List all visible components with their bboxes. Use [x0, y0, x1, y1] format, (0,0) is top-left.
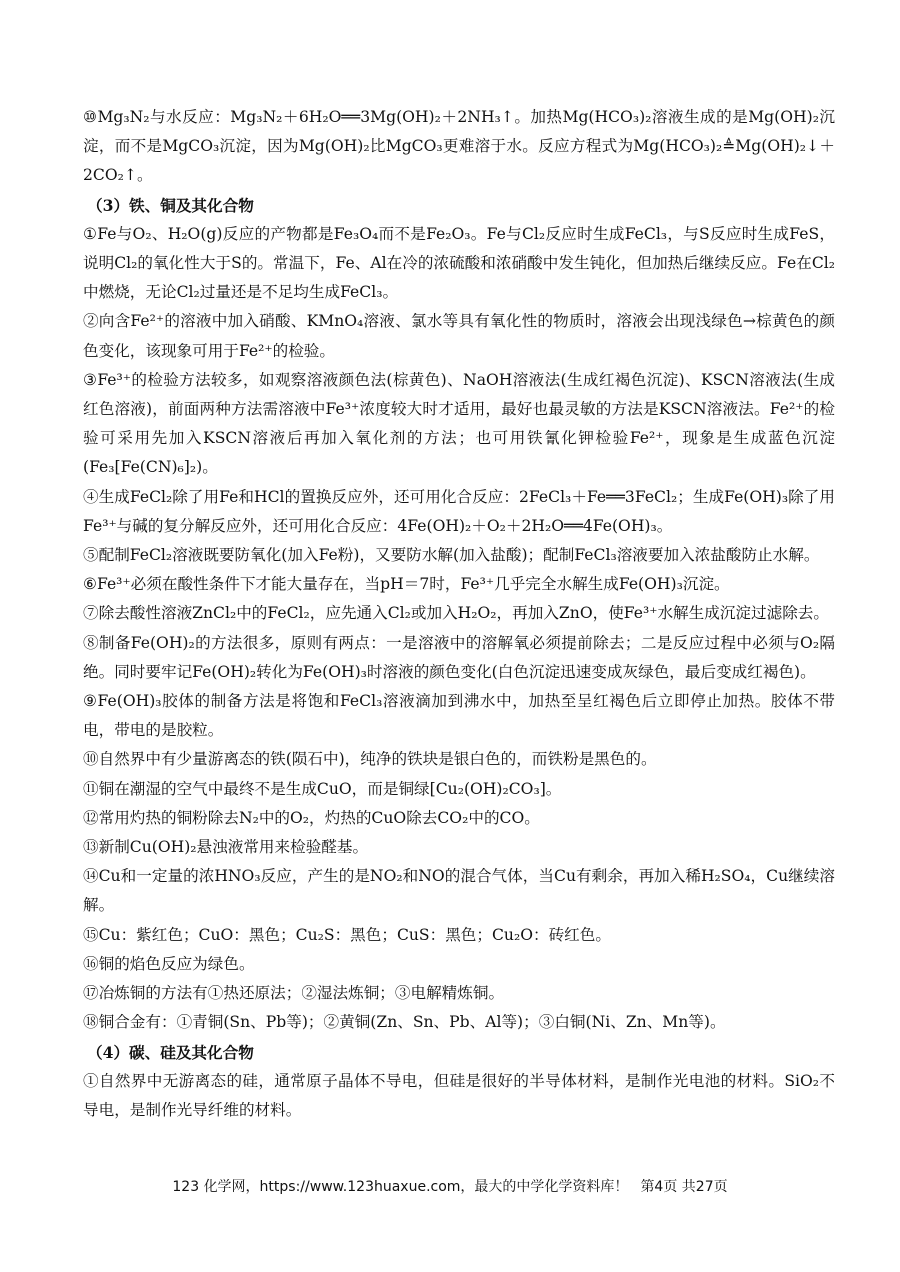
paragraph-copper-11: ⑪铜在潮湿的空气中最终不是生成CuO，而是铜绿[Cu₂(OH)₂CO₃]。 — [83, 779, 562, 798]
paragraph-copper-14: ⑭Cu和一定量的浓HNO₃反应，产生的是NO₂和NO的混合气体，当Cu有剩余，再加入稀H₂SO₄，Cu继续溶解。 — [83, 867, 835, 915]
paragraph-copper-13: ⑬新制Cu(OH)₂悬浊液常用来检验醛基。 — [83, 838, 369, 857]
paragraph-iron-3: ③Fe³⁺的检验方法较多，如观察溶液颜色法(棕黄色)、NaOH溶液法(生成红褐色沉淀)、KSCN溶液法(生成红色溶液)，前面两种方法需溶液中Fe³⁺浓度较大时才适用，最好也最灵敏的方法是KSCN溶液法。Fe²⁺的检验可采用先加入KSCN溶液后再加入氧化剂的方法；也可用铁氰化钾检验Fe²⁺，现象是生成蓝色沉淀(Fe₃[Fe(CN)₆]₂)。 — [83, 370, 835, 477]
paragraph-iron-6: ⑥Fe³⁺必须在酸性条件下才能大量存在，当pH＝7时，Fe³⁺几乎完全水解生成Fe(OH)₃沉淀。 — [83, 575, 730, 594]
paragraph-iron-4: ④生成FeCl₂除了用Fe和HCl的置换反应外，还可用化合反应：2FeCl₃＋Fe══3FeCl₂；生成Fe(OH)₃除了用Fe³⁺与碱的复分解反应外，还可用化合反应：4Fe(OH)₂＋O₂＋2H₂O══4Fe(OH)₃。 — [83, 487, 835, 535]
paragraph-iron-1: ①Fe与O₂、H₂O(g)反应的产物都是Fe₃O₄而不是Fe₂O₃。Fe与Cl₂反应时生成FeCl₃，与S反应时生成FeS，说明Cl₂的氧化性大于S的。常温下，Fe、Al在冷的浓硫酸和浓硝酸中发生钝化，但加热后继续反应。Fe在Cl₂中燃烧，无论Cl₂过量还是不足均生成FeCl₃。 — [83, 224, 835, 302]
section-heading-iron-copper: （3）铁、铜及其化合物 — [87, 195, 254, 215]
paragraph-copper-12: ⑫常用灼热的铜粉除去N₂中的O₂，灼热的CuO除去CO₂中的CO。 — [83, 808, 540, 827]
paragraph-iron-10: ⑩自然界中有少量游离态的铁(陨石中)，纯净的铁块是银白色的，而铁粉是黑色的。 — [83, 750, 657, 769]
paragraph-copper-16: ⑯铜的焰色反应为绿色。 — [83, 954, 255, 973]
paragraph-copper-15: ⑮Cu：紫红色；CuO：黑色；Cu₂S：黑色；CuS：黑色；Cu₂O：砖红色。 — [83, 925, 611, 944]
document-content — [83, 103, 835, 1125]
paragraph-iron-2: ②向含Fe²⁺的溶液中加入硝酸、KMnO₄溶液、氯水等具有氧化性的物质时，溶液会出现浅绿色→棕黄色的颜色变化，该现象可用于Fe²⁺的检验。 — [83, 312, 835, 360]
paragraph-copper-17: ⑰冶炼铜的方法有①热还原法；②湿法炼铜；③电解精炼铜。 — [83, 984, 505, 1003]
paragraph-mg3n2: ⑩Mg₃N₂与水反应：Mg₃N₂＋6H₂O══3Mg(OH)₂＋2NH₃↑。加热Mg(HCO₃)₂溶液生成的是Mg(OH)₂沉淀，而不是MgCO₃沉淀，因为Mg(OH)₂比MgCO₃更难溶于水。反应方程式为Mg(HCO₃)₂≜Mg(OH)₂↓＋2CO₂↑。 — [83, 108, 835, 185]
footer-page-number: 第4页 共27页 — [640, 1179, 728, 1195]
paragraph-copper-18: ⑱铜合金有：①青铜(Sn、Pb等)；②黄铜(Zn、Sn、Pb、Al等)；③白铜(Ni、Zn、Mn等)。 — [83, 1013, 726, 1032]
paragraph-iron-8: ⑧制备Fe(OH)₂的方法很多，原则有两点：一是溶液中的溶解氧必须提前除去；二是反应过程中必须与O₂隔绝。同时要牢记Fe(OH)₂转化为Fe(OH)₃时溶液的颜色变化(白色沉淀迅速变成灰绿色，最后变成红褐色)。 — [83, 633, 835, 681]
page-footer — [0, 1176, 900, 1196]
footer-site-text: 123 化学网，https://www.123huaxue.com，最大的中学化学资料库！ — [172, 1179, 629, 1195]
section-heading-carbon-silicon: （4）碳、硅及其化合物 — [87, 1042, 254, 1062]
paragraph-silicon-1: ①自然界中无游离态的硅，通常原子晶体不导电，但硅是很好的半导体材料，是制作光电池的材料。SiO₂不导电，是制作光导纤维的材料。 — [83, 1071, 835, 1119]
paragraph-iron-7: ⑦除去酸性溶液ZnCl₂中的FeCl₂，应先通入Cl₂或加入H₂O₂，再加入ZnO，使Fe³⁺水解生成沉淀过滤除去。 — [83, 604, 829, 623]
paragraph-iron-9: ⑨Fe(OH)₃胶体的制备方法是将饱和FeCl₃溶液滴加到沸水中，加热至呈红褐色后立即停止加热。胶体不带电，带电的是胶粒。 — [83, 692, 835, 740]
paragraph-iron-5: ⑤配制FeCl₂溶液既要防氧化(加入Fe粉)，又要防水解(加入盐酸)；配制FeCl₃溶液要加入浓盐酸防止水解。 — [83, 546, 820, 565]
